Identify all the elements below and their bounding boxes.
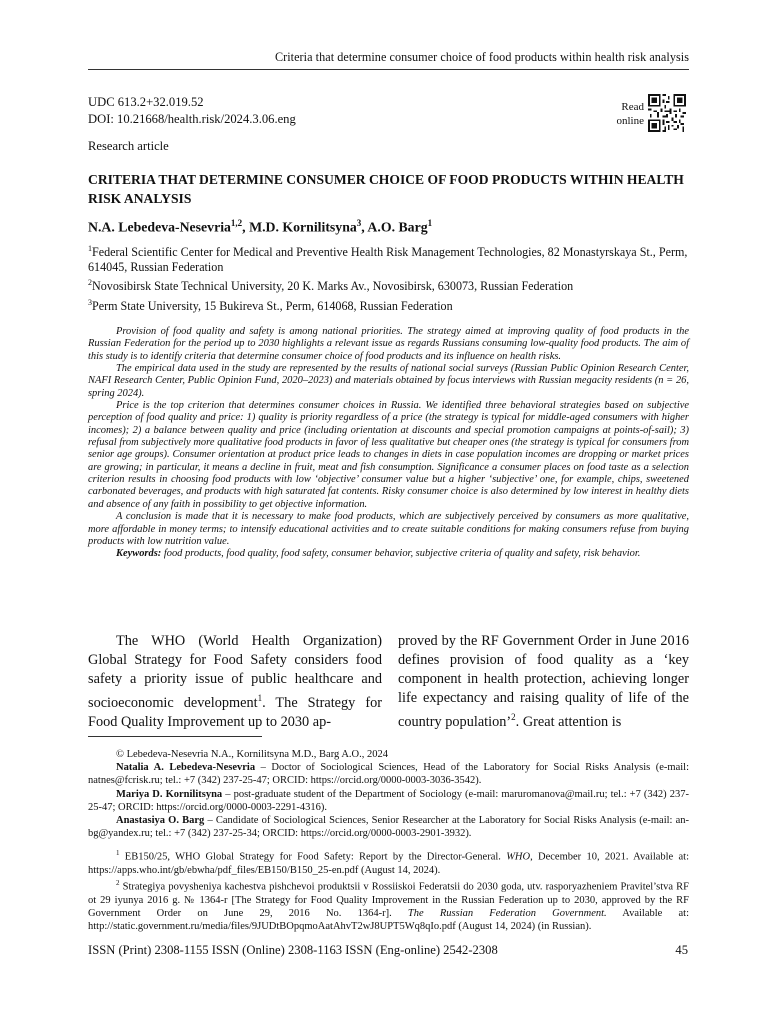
reference-text: Strategiya povysheniya kachestva pishchevoi produktsii v Rossiiskoi Federatsii do 2030 goda, utv. rasporyazheniem Pravitel’stva RF ot 29 iyunya 2016 g. № 1364-r [The Strategy for Food Quality Improvement in the Russian Federation up to 2030, approved by the RF Government Order on June 29, 2016 No. 1364-r]. [88,881,689,920]
author-separator: , [361,219,368,235]
footnote-number: 2 [116,879,120,888]
article-title: CRITERIA THAT DETERMINE CONSUMER CHOICE OF FOOD PRODUCTS WITHIN HEALTH RISK ANALYSIS [88,172,684,206]
copyright-line: © Lebedeva-Nesevria N.A., Kornilitsyna M.D., Barg A.O., 2024 [116,749,388,760]
author-note-text: – Candidate of Sociological Sciences, Senior Researcher at the Laboratory for Social Risks Analysis (e-mail: an-bg@yandex.ru; tel.: +7 (342) 237-25-34; ORCID: https://orcid.org/0000-0003-2901-3932). [88,815,690,840]
affiliation-list [88,241,689,314]
body-column-right [398,632,689,732]
affiliation-number: 1 [88,244,92,253]
reference-footnote [88,847,689,877]
author-note-name: Anastasiya O. Barg [116,815,205,827]
abstract-paragraph: Price is the top criterion that determines consumer choices in Russia. We identified three behavioral strategies based on subjective perception of food quality and price: 1) quality is priority regardless of a price (the strategy is typical for middle-aged consumers with higher incomes); 2) a balance between quality and price (including orientation at discounts and special promotion campaigns at points-of-sail); 3) refusal from subjectively more qualitative food products in favor of less qualitative but cheaper ones (the strategy is typical for consumers from senior age groups). Consumer orientation at product price leads to changes in diets in case population incomes are dropping or market prices are growing; in particular, it means a decline in fruit, meat and fish consumption. Significance a consumer places on food taste as a selection criterion results in choosing food products with low ‘objective’ consumer value but a higher ‘subjective’ one, for example, chips, sweetened carbonated beverages, and products with high saturated fat contents. Risky consumer choice is also determined by low interest in healthy diets and absence of any faith in possibility to get objective information. [88,400,689,510]
footnote-divider [88,736,262,737]
footnote-ref[interactable]: 1 [257,693,263,703]
abstract-paragraph: A conclusion is made that it is necessary to make food products, which are subjectively perceived by consumers as more qualitative, more affordable in money terms; to intensify educational activities and to create suitable conditions for making consumers refuse from buying products with low nutrition value. [88,511,689,547]
body-text: The WHO (World Health Organization) Global Strategy for Food Safety considers food safety a priority issue of public healthcare and socioeconomic development [88,633,382,711]
author-note-text: – Doctor of Sociological Sciences, Head of the Laboratory for Social Risks Analysis (e-mail: natnes@fcrisk.ru; tel.: +7 (342) 237-25-47; ORCID: https://orcid.org/0000-0003-3036-3542). [88,762,689,787]
doi-link[interactable]: DOI: 10.21668/health.risk/2024.3.06.eng [88,112,296,126]
qr-code-icon[interactable] [648,94,686,132]
body-text: . Great attention is [515,713,622,730]
keywords [88,548,689,560]
reference-text: EB150/25, WHO Global Strategy for Food Safety: Report by the Director-General. [119,851,507,863]
affiliation-text: Perm State University, 15 Bukireva St., Perm, 614068, Russian Federation [92,298,453,313]
keywords-text: food products, food quality, food safety, consumer behavior, subjective criteria of quality and safety, risk behavior. [163,548,641,560]
author-separator: , [242,219,250,235]
author-affiliation-ref: 3 [356,218,362,228]
footnote-number: 1 [116,849,120,858]
reference-text[interactable]: , December 10, 2021. Available at: https://apps.who.int/gb/ebwha/pdf_files/EB150/B150_25-en.pdf (August 14, 2024). [88,851,689,877]
author-name: A.O. Barg [367,219,428,235]
body-text: . The Strategy for Food Quality Improvement up to 2030 ap- [88,694,382,730]
author-note [88,761,689,787]
body-text: proved by the RF Government Order in June 2016 defines provision of food quality as a ‘key component in health protection, achieving longer life expectancy and raising quality of life of the country population’ [398,633,689,730]
author-affiliation-ref: 1 [427,218,433,228]
read-online-label: Read online [616,101,644,127]
author-note-text: – post-graduate student of the Department of Sociology (e-mail: maruromanova@mail.ru; tel.: +7 (342) 237-25-47; ORCID: https://orcid.org/0000-0003-2291-4316). [88,788,689,813]
affiliation-number: 2 [88,278,92,288]
page-number: 45 [675,943,688,957]
author-note-name: Mariya D. Kornilitsyna [116,788,223,800]
article-type: Research article [88,139,169,153]
abstract [88,326,689,561]
author-note [88,814,689,840]
abstract-paragraph: Provision of food quality and safety is among national priorities. The strategy aimed at improving quality of food products in the Russian Federation for the period up to 2030 highlights a relevant issue as regards Russians consuming low-quality food products. The aim of this study is to identify criteria that determine consumer choice of food products and its influence on health risks. [88,326,689,362]
header-divider [88,69,689,70]
running-head: Criteria that determine consumer choice of food products within health risk analysis [274,50,689,64]
issn-line: ISSN (Print) 2308-1155 ISSN (Online) 2308-1163 ISSN (Eng-online) 2542-2308 [88,943,498,957]
udc-code: UDC 613.2+32.019.52 [88,95,204,109]
reference-source: WHO [506,851,531,863]
reference-text[interactable]: Available at: http://static.government.ru/media/files/9JUDtBOpqmoAatAhvT2wJ8UPT5Wq8qIo.pdf (August 14, 2024) (in Russian). [88,908,689,933]
author-affiliation-ref: 1,2 [230,218,243,228]
keywords-label: Keywords: [116,548,162,560]
affiliation [88,241,689,275]
abstract-paragraph: The empirical data used in the study are represented by the results of national social surveys (Russian Public Opinion Research Center, NAFI Research Center, Public Opinion Fund, 2020–2023) and materials obtained by focus interviews with Russian megacity residents (n = 26, spring 2024). [88,363,689,399]
affiliation-text: Federal Scientific Center for Medical and Preventive Health Risk Management Technologies, 82 Monastyrskaya St., Perm, 614045, Russian Federation [88,245,688,275]
affiliation [88,275,689,294]
footnotes [88,748,689,934]
footnote-ref[interactable]: 2 [511,712,516,722]
body-column-left [88,632,382,732]
affiliation-number: 3 [88,297,92,307]
author-name: N.A. Lebedeva-Nesevria [88,219,231,235]
affiliation [88,295,689,314]
author-list [88,218,432,236]
author-note-name: Natalia A. Lebedeva-Nesevria [116,762,256,774]
author-note [88,788,689,814]
article-identifiers [88,94,296,128]
reference-footnote [88,877,689,933]
affiliation-text: Novosibirsk State Technical University, 20 K. Marks Av., Novosibirsk, 630073, Russian Federation [92,279,574,294]
reference-source: The Russian Federation Government. [407,908,607,920]
author-name: M.D. Kornilitsyna [249,219,357,235]
